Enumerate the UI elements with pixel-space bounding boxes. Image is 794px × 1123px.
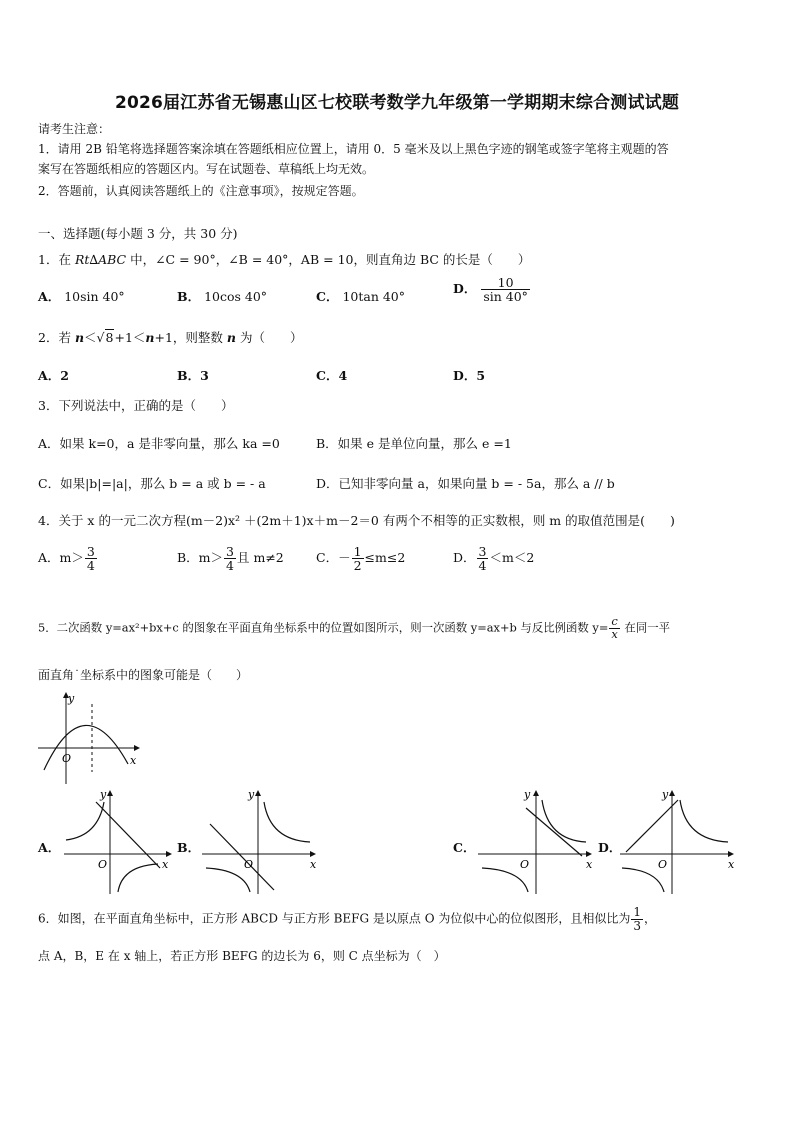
q5-parabola-figure [36,690,140,786]
q6-frac-den: 3 [633,918,642,933]
q1-option-d-label: D． [453,281,477,297]
q2-n2: n [145,330,155,345]
notice-header: 请考生注意： [38,122,111,136]
q1-option-d [453,276,531,303]
q2-post: +1，则整数 [154,330,227,345]
q1-option-c-value: 10tan 40° [342,289,405,304]
q4-option-d [453,545,534,572]
q2-tail: 为（ ） [236,330,303,345]
q4-c-fraction [352,545,364,572]
q5-line1-post: 在同一平 [620,620,670,635]
q1-prefix: 1．在 [38,252,75,267]
q5-fraction [609,616,619,641]
q4-a-fraction [85,545,97,572]
q4-option-c [316,545,405,572]
q5-a-origin: O [98,858,108,871]
q4-a-pre: A．m＞ [38,550,84,566]
q5-c-axis-x: x [586,858,593,871]
q4-c-pre: C．－ [316,550,351,566]
notice-item-2: 2．答题前，认真阅读答题纸上的《注意事项》，按规定答题。 [38,184,364,198]
q4-b-pre: B．m＞ [177,550,224,566]
q3-option-c: C．如果|b|=|a|，那么 b = a 或 b = - a [38,476,266,491]
q4-a-den: 4 [86,558,95,574]
question-2-stem: 2．若 n＜√8+1＜n+1，则整数 n 为（ ） [38,330,303,345]
q5-frac-den: x [611,626,618,641]
q6-frac-num: 1 [633,905,642,919]
q6-line1-post: ， [644,911,657,926]
q5-option-c-graph [476,788,596,896]
question-1-stem [38,250,530,268]
q4-b-fraction [224,545,236,572]
q1-d-denominator: sin 40° [483,289,528,305]
q4-c-post: ≤m≤2 [364,550,406,566]
q2-radicand: 8 [105,330,114,345]
q1-option-c-label: C． [316,289,339,304]
q3-option-a: A．如果 k=0，a 是非零向量，那么 ka =0 [38,436,280,451]
q3-option-d: D．已知非零向量 a，如果向量 b = - 5a，那么 a // b [316,476,615,491]
q4-d-num: 3 [478,544,487,559]
q5-d-axis-y: y [662,788,669,801]
q2-option-b: B．3 [177,368,209,383]
q6-line1-pre: 6．如图，在平面直角坐标中，正方形 ABCD 与正方形 BEFG 是以原点 O 为位似中心的位似图形，且相似比为 [38,911,631,926]
q1-d-numerator: 10 [497,275,514,290]
q5-c-origin: O [520,858,530,871]
q5-axis-x: x [130,754,137,767]
section-heading: 一、选择题(每小题 3 分，共 30 分) [38,226,238,241]
q5-line1-pre: 5．二次函数 y=ax²+bx+c 的图象在平面直角坐标系中的位置如图所示，则一次函数 y=ax+b 与反比例函数 y= [38,620,609,635]
q4-c-den: 2 [353,558,362,574]
q4-d-post: ＜m＜2 [489,550,535,566]
q1-option-a [38,287,125,305]
question-3-stem: 3．下列说法中，正确的是（ ） [38,398,234,413]
q1-option-b-label: B． [177,289,201,304]
q2-n1: n [74,330,85,345]
q2-plus: +1＜ [114,330,146,345]
q2-option-c: C．4 [316,368,348,383]
q4-b-post: 且 m≠2 [237,550,284,566]
q4-option-b [177,545,284,572]
q2-option-a: A．2 [38,368,69,383]
notice-item-1-line-1: 1．请用 2B 铅笔将选择题答案涂填在答题纸相应位置上，请用 0．5 毫米及以上黑色字迹的钢笔或签字笔将主观题的答 [38,142,669,156]
q5-option-b-graph [200,788,320,896]
q5-a-axis-x: x [162,858,169,871]
q5-option-d-label: D． [598,840,622,855]
q5-d-axis-x: x [728,858,735,871]
question-5-line-1 [38,616,670,641]
q4-d-den: 4 [478,558,487,574]
q5-axis-y: y [68,692,75,705]
q5-frac-num: c [611,614,618,628]
q5-c-axis-y: y [524,788,531,801]
q3-option-b: B．如果 e 是单位向量，那么 e =1 [316,436,512,451]
question-6-line-1 [38,906,656,932]
q5-option-d-graph [618,788,738,896]
q4-b-num: 3 [226,544,234,559]
q2-lt: ＜ [84,330,97,345]
q1-triangle: Rt∆ABC [74,252,127,267]
q4-option-a [38,545,98,572]
q5-d-origin: O [658,858,668,871]
q5-b-axis-y: y [248,788,255,801]
q5-option-a-label: A． [38,840,61,855]
q2-n3: n [226,330,236,345]
exam-title: 2026届江苏省无锡惠山区七校联考数学九年级第一学期期末综合测试试题 [114,93,680,113]
q1-option-c [316,287,405,305]
q5-origin: O [62,752,72,765]
q2-option-d: D．5 [453,368,486,383]
q1-option-d-fraction [481,276,530,303]
q4-d-pre: D． [453,550,476,566]
notice-item-1-line-2: 案写在答题纸相应的答题区内。写在试题卷、草稿纸上均无效。 [38,162,375,176]
q1-text: 中，∠C = 90°，∠B = 40°，AB = 10，则直角边 BC 的长是（ ） [126,252,531,267]
question-5-line-2: 面直角˙坐标系中的图象可能是（ ） [38,668,249,682]
question-4-stem: 4．关于 x 的一元二次方程(m－2)x² ＋(2m＋1)x＋m－2＝0 有两个不相等的正实数根，则 m 的取值范围是( ) [38,513,675,528]
q1-option-a-label: A． [38,289,61,304]
q4-c-num: 1 [353,544,362,559]
q1-option-b [177,287,267,305]
q1-option-b-value: 10cos 40° [204,289,268,304]
q1-option-a-value: 10sin 40° [64,289,125,304]
q5-a-axis-y: y [100,788,107,801]
q4-a-num: 3 [86,544,95,559]
q4-d-fraction [477,545,489,572]
q5-b-axis-x: x [310,858,317,871]
q2-pre: 2．若 [38,330,75,345]
q5-option-a-graph [62,788,174,896]
q6-fraction [631,906,643,932]
q5-b-origin: O [244,858,254,871]
q5-option-c-label: C． [453,840,476,855]
q5-option-b-label: B． [177,840,201,855]
q4-b-den: 4 [226,558,234,574]
question-6-line-2: 点 A，B，E 在 x 轴上，若正方形 BEFG 的边长为 6，则 C 点坐标为（ ） [38,949,446,963]
